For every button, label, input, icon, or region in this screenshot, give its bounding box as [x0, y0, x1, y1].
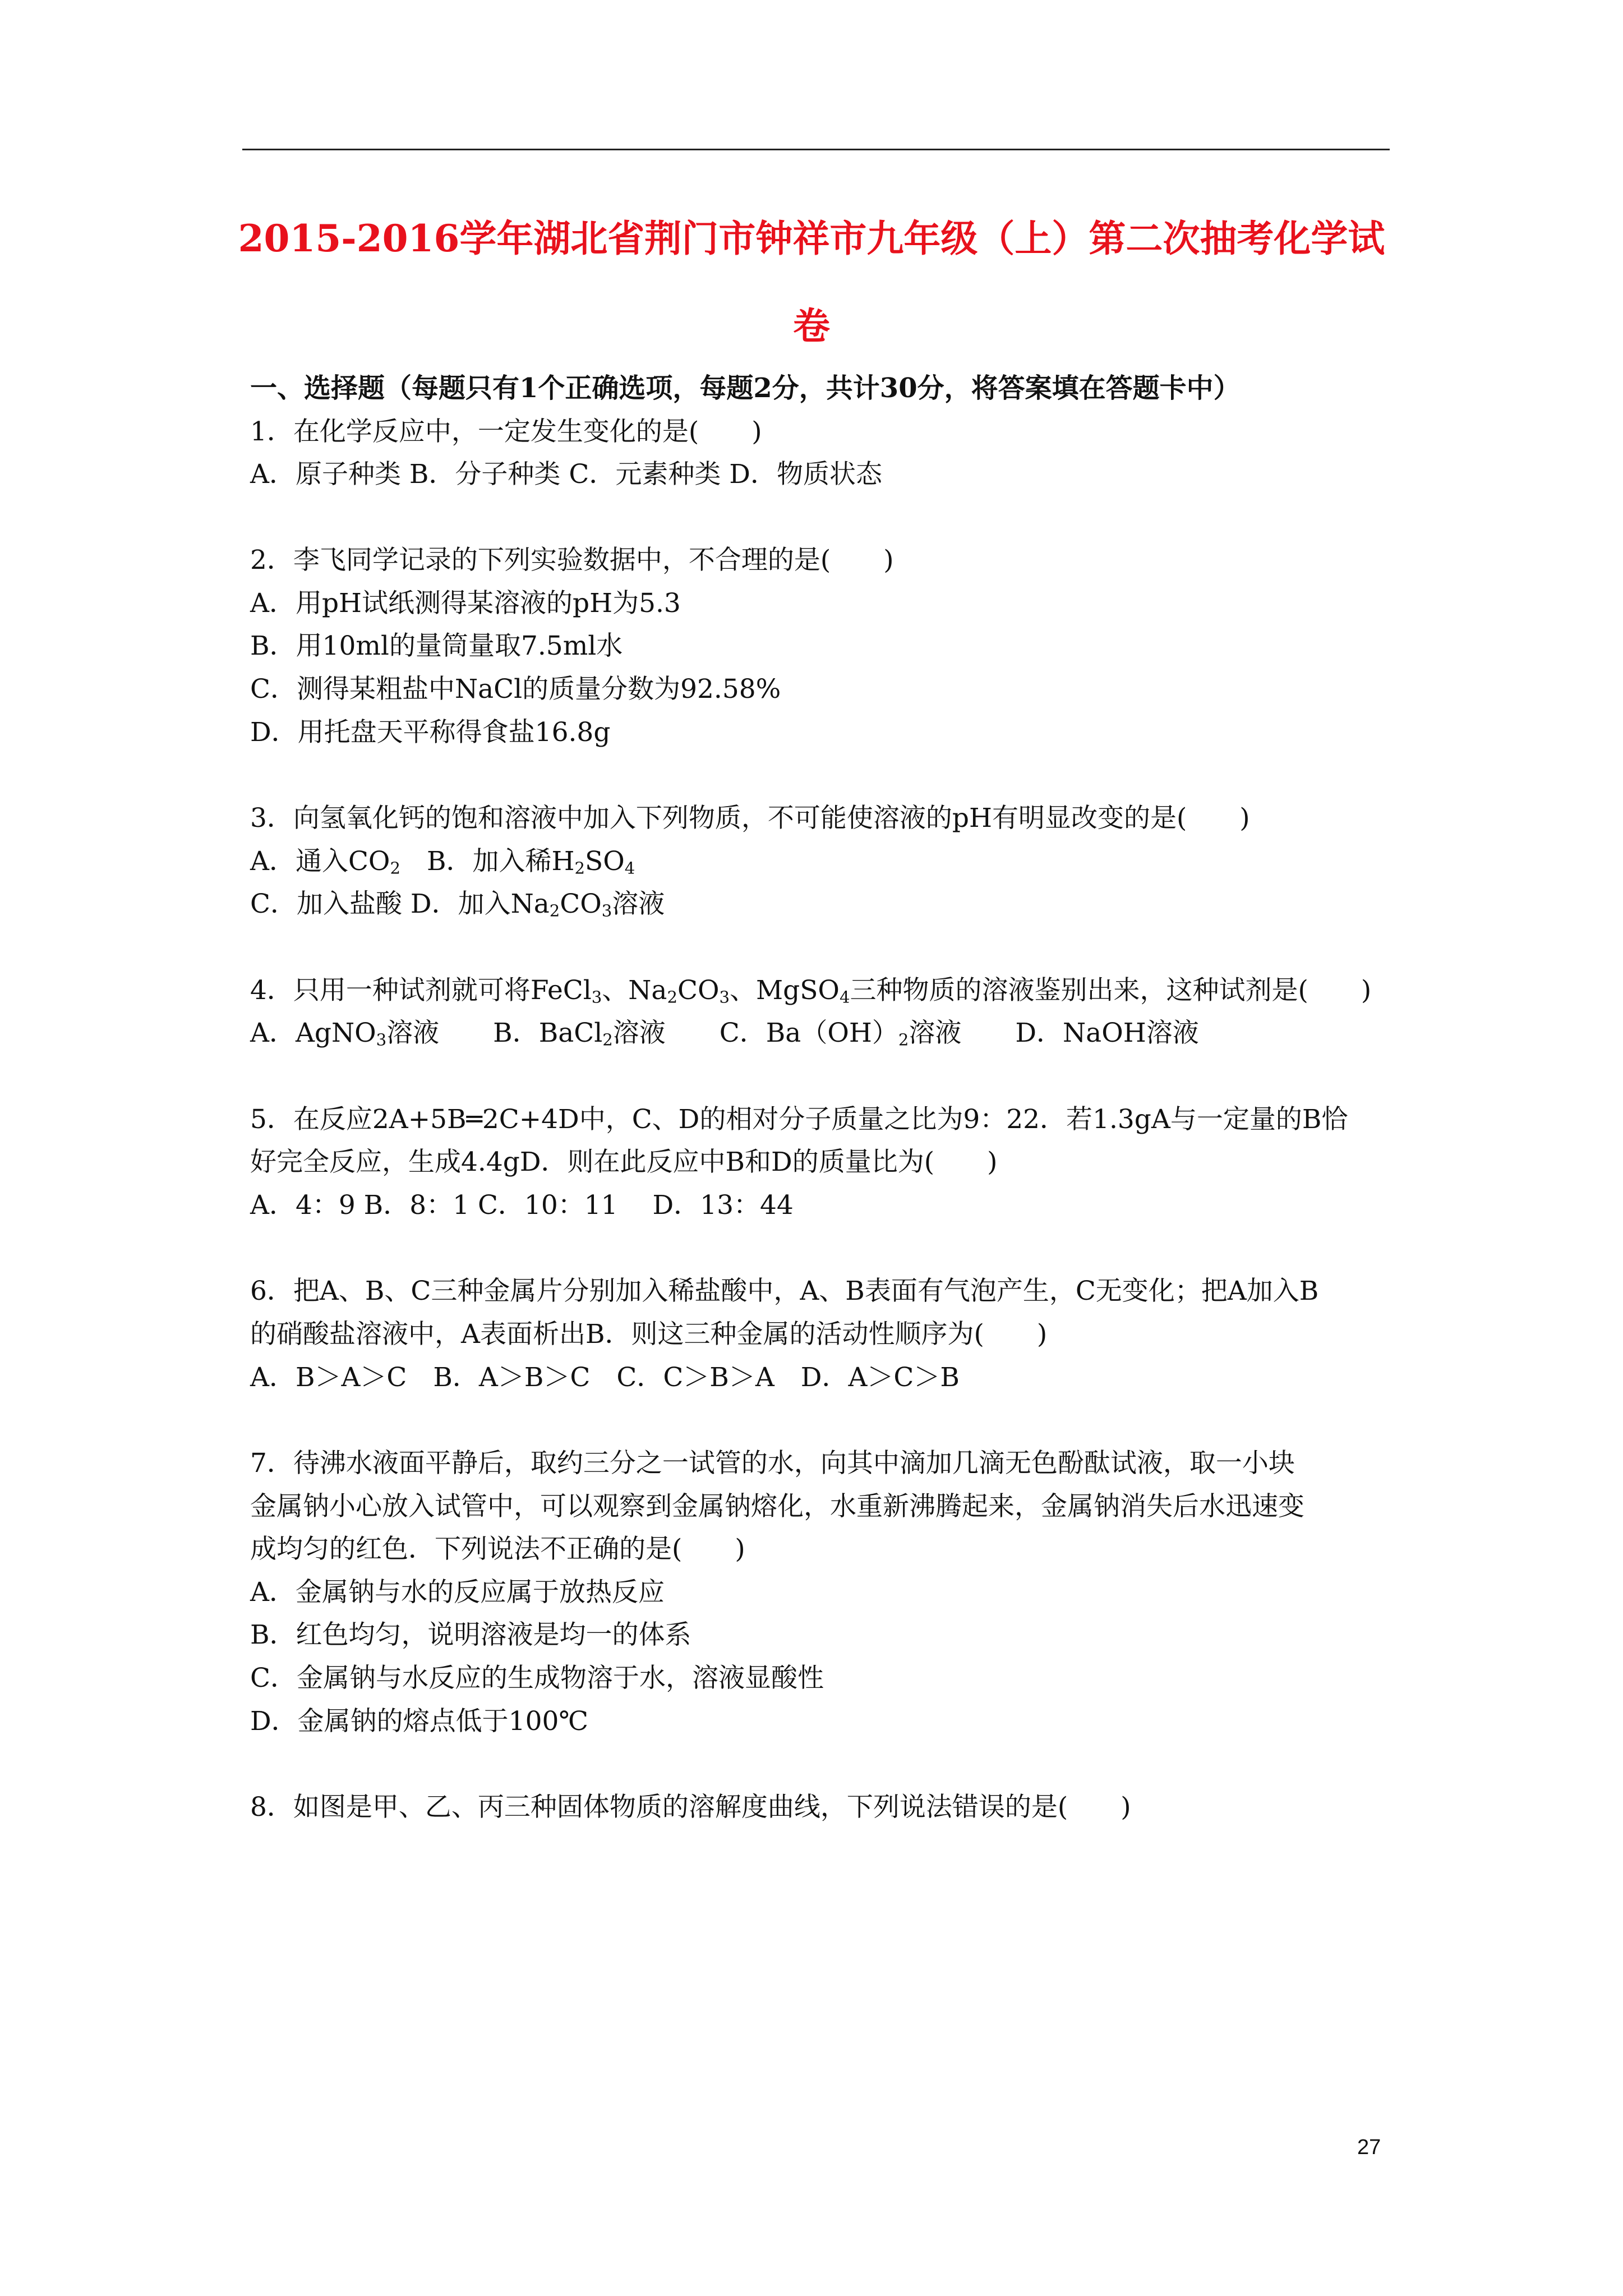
q4-option-b: B．BaCl	[493, 1018, 603, 1048]
question-2-option-a: A．用pH试纸测得某溶液的pH为5.3	[250, 588, 681, 619]
page-number: 27	[1357, 2136, 1381, 2159]
question-2-stem: 2．李飞同学记录的下列实验数据中，不合理的是( )	[250, 545, 894, 576]
question-4-stem: 4．只用一种试剂就可将FeCl$_3$、$Na_2CO_3$、MgSO$_4$三种物质的溶液鉴别出来，这种试剂是( )	[250, 975, 1372, 1007]
question-7-option-d: D．金属钠的熔点低于100℃	[250, 1706, 588, 1737]
question-6-stem-line-1: 6．把A、B、C三种金属片分别加入稀盐酸中，A、B表面有气泡产生，C无变化；把A加入B	[250, 1276, 1319, 1306]
question-8-stem: 8．如图是甲、乙、丙三种固体物质的溶解度曲线，下列说法错误的是( )	[250, 1792, 1131, 1823]
q3-option-a: A．通入CO	[250, 846, 390, 877]
exam-title-line-2: 卷	[793, 304, 830, 348]
question-7-option-a: A．金属钠与水的反应属于放热反应	[250, 1577, 665, 1608]
question-3-stem: 3．向氢氧化钙的饱和溶液中加入下列物质，不可能使溶液的pH有明显改变的是( )	[250, 803, 1250, 834]
exam-title-line-1: 2015-2016学年湖北省荆门市钟祥市九年级（上）第二次抽考化学试	[238, 217, 1385, 260]
question-1-stem: 1．在化学反应中，一定发生变化的是( )	[250, 416, 762, 447]
q4-option-d: D．NaOH溶液	[1015, 1018, 1199, 1048]
question-3-options-cd: C．加入盐酸 D．加入$Na_2CO_3$溶液	[250, 889, 665, 921]
question-6-options: A．B＞A＞C B．A＞B＞C C．C＞B＞A D．A＞C＞B	[250, 1362, 960, 1393]
question-3-options-ab: A．通入$CO_2$ B．加入稀$H_2SO_4$	[250, 846, 635, 878]
q3-option-b: B．加入稀H	[400, 846, 575, 877]
q4-option-a: A．AgNO	[250, 1018, 376, 1048]
question-5-stem-line-1: 5．在反应2A+5B═2C+4D中，C、D的相对分子质量之比为9：22．若1.3gA与一定量的B恰	[250, 1104, 1348, 1135]
section-heading: 一、选择题（每题只有1个正确选项，每题2分，共计30分，将答案填在答题卡中）	[250, 372, 1241, 404]
question-7-stem-line-3: 成均匀的红色．下列说法不正确的是( )	[250, 1534, 745, 1565]
question-2-option-b: B．用10ml的量筒量取7.5ml水	[250, 631, 623, 661]
q3-option-c-d: C．加入盐酸 D．加入Na	[250, 889, 550, 919]
question-2-option-d: D．用托盘天平称得食盐16.8g	[250, 717, 611, 748]
question-4-options: A．AgNO$_3$溶液 B．BaCl$_2$溶液 C．$Ba(OH)_2$溶液 D．NaOH溶液	[250, 1018, 1199, 1050]
question-7-stem-line-1: 7．待沸水液面平静后，取约三分之一试管的水，向其中滴加几滴无色酚酞试液，取一小块	[250, 1448, 1295, 1479]
question-5-options: A．4：9 B．8：1 C．10：11 D．13：44	[250, 1190, 794, 1221]
q4-option-c: C．Ba（OH）	[719, 1018, 898, 1048]
question-7-option-c: C．金属钠与水反应的生成物溶于水，溶液显酸性	[250, 1663, 824, 1694]
question-7-stem-line-2: 金属钠小心放入试管中，可以观察到金属钠熔化，水重新沸腾起来，金属钠消失后水迅速变	[250, 1491, 1304, 1522]
question-5-stem-line-2: 好完全反应，生成4.4gD．则在此反应中B和D的质量比为( )	[250, 1147, 998, 1177]
question-2-option-c: C．测得某粗盐中NaCl的质量分数为92.58%	[250, 674, 781, 705]
question-1-options: A．原子种类 B．分子种类 C．元素种类 D．物质状态	[250, 459, 882, 490]
header-rule	[242, 149, 1390, 150]
question-7-option-b: B．红色均匀，说明溶液是均一的体系	[250, 1619, 691, 1650]
question-6-stem-line-2: 的硝酸盐溶液中，A表面析出B．则这三种金属的活动性顺序为( )	[250, 1319, 1048, 1350]
